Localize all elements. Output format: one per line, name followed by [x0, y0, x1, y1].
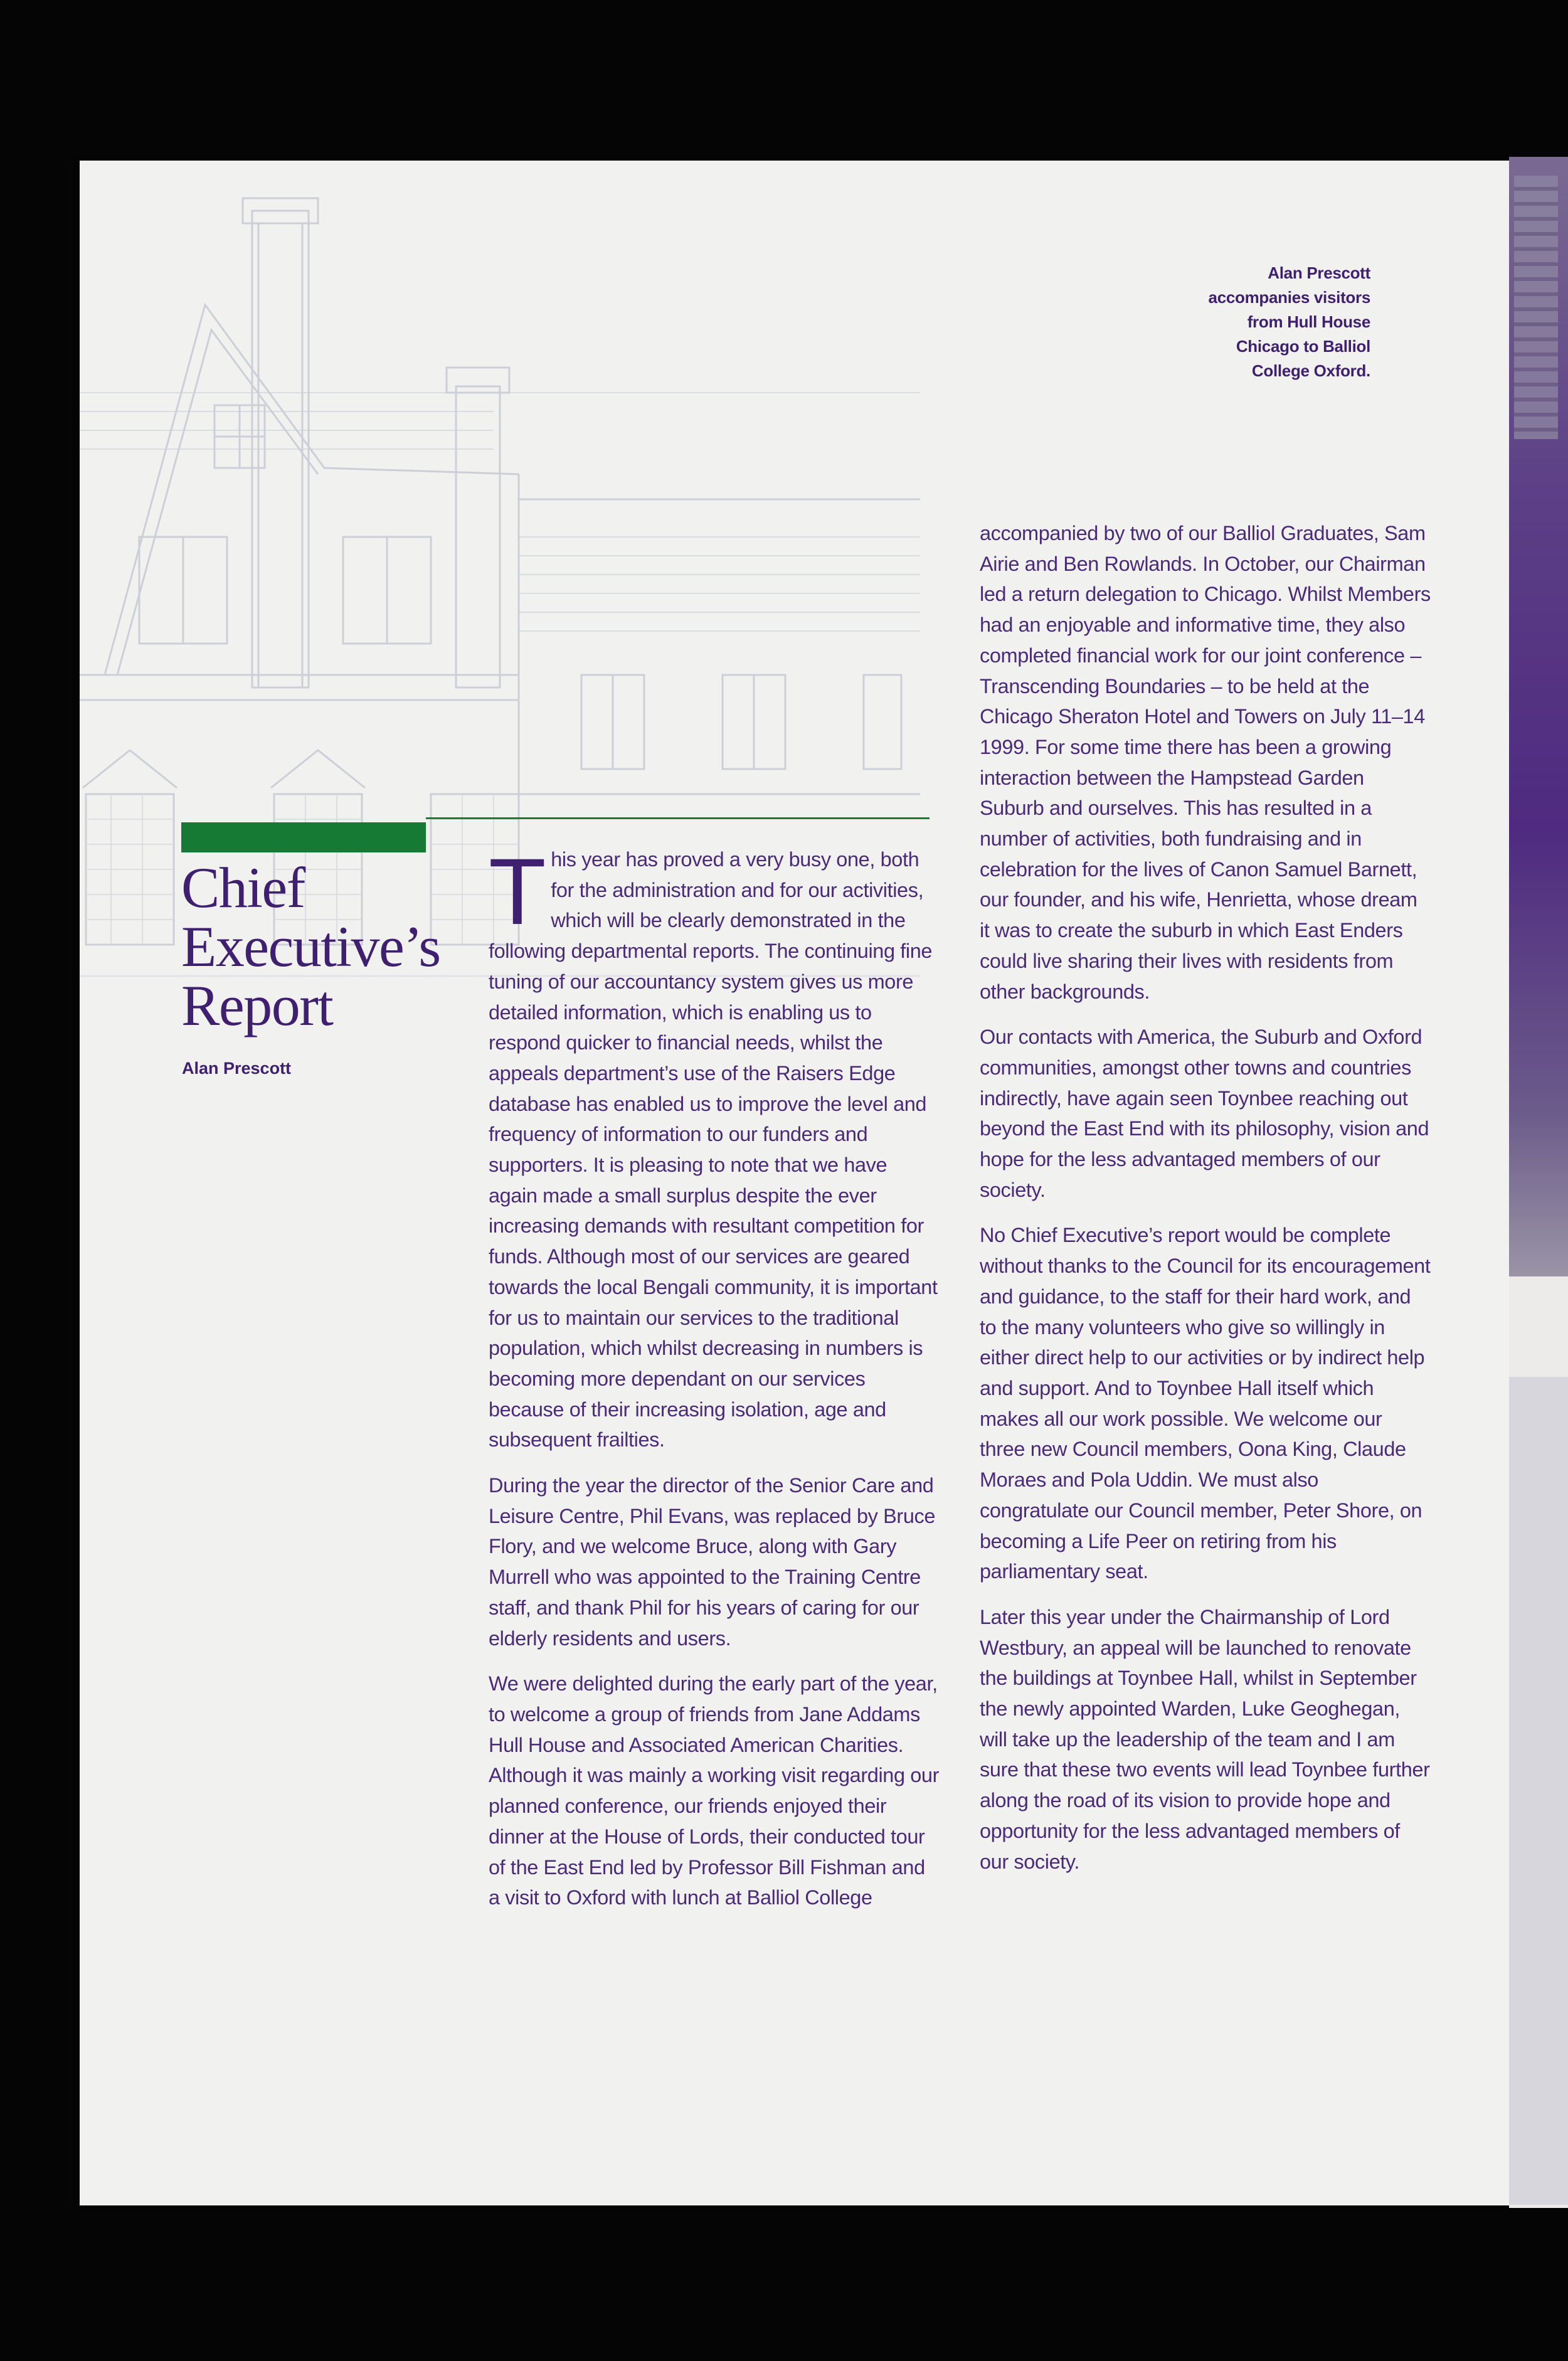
title-line: Chief — [181, 856, 305, 920]
photo-caption — [1145, 261, 1370, 383]
facing-page-panel — [1509, 1377, 1568, 2205]
author-byline: Alan Prescott — [182, 1059, 292, 1078]
drop-cap: T — [489, 839, 546, 944]
section-color-bar — [181, 822, 426, 852]
paragraph-text: his year has proved a very busy one, both for the administration and for our activities, which will be clearly demonstrated in the following departmental reports. The continuing fine tuning of our accountancy system gives us more detailed information, which is enabling us to respond quicker to financial needs, whilst the appeals department’s use of the Raisers Edge database has enabled us to improve the level and frequency of information to our funders and supporters. It is pleasing to note that we have again made a small surplus despite the ever increasing demands with resultant competition for funds. Although most of our services are geared towards the local Bengali community, it is important for us to maintain our services to the traditional population, which whilst decreasing in numbers is becoming more dependant on our services because of their increasing isolation, age and subsequent frailties. — [489, 848, 938, 1451]
paragraph: Later this year under the Chairmanship of Lord Westbury, an appeal will be launched to renovate the buildings at Toynbee Hall, whilst in September the newly appointed Warden, Luke Geoghegan, will take up the leadership of the team and I am sure that these two events will lead Toynbee further along the road of its vision to provide hope and opportunity for the less advantaged members of our society. — [980, 1605, 1430, 1873]
paragraph: During the year the director of the Senior Care and Leisure Centre, Phil Evans, was replaced by Bruce Flory, and we welcome Bruce, along with Gary Murrell who was appointed to the Training Centre staff, and thank Phil for his years of caring for our elderly residents and users. — [489, 1474, 936, 1650]
paragraph: No Chief Executive’s report would be complete without thanks to the Council for its encouragement and guidance, to the staff for their hard work, and to the many volunteers who give so willingly in either direct help to our activities or by indirect help and support. And to Toynbee Hall itself which makes all our work possible. We welcome our three new Council members, Oona King, Claude Moraes and Pola Uddin. We must also congratulate our Council member, Peter Shore, on becoming a Life Peer on retiring from his parliamentary seat. — [980, 1224, 1431, 1583]
tower-photo-detail — [1514, 176, 1558, 439]
facing-page-edge — [1509, 157, 1568, 2208]
report-page — [80, 161, 1512, 2205]
section-divider-rule — [426, 817, 930, 819]
caption-line: accompanies visitors — [1208, 288, 1370, 307]
paragraph: Our contacts with America, the Suburb and Oxford communities, amongst other towns and countries indirectly, have again seen Toynbee reaching out beyond the East End with its philosophy, vision and hope for the less advantaged members of our society. — [980, 1026, 1429, 1201]
title-line: Executive’s — [181, 915, 440, 979]
paragraph: We were delighted during the early part of the year, to welcome a group of friends from Jane Addams Hull House and Associated American Charities. Although it was mainly a working visit regarding our planned conference, our friends enjoyed their dinner at the House of Lords, their conducted tour of the East End led by Professor Bill Fishman and a visit to Oxford with lunch at Balliol College — [489, 1672, 940, 1909]
caption-line: from Hull House — [1247, 312, 1370, 331]
caption-line: College Oxford. — [1251, 361, 1370, 380]
facing-page-photo — [1509, 157, 1568, 1276]
caption-line: Alan Prescott — [1268, 263, 1370, 282]
caption-line: Chicago to Balliol — [1236, 337, 1370, 356]
paragraph: accompanied by two of our Balliol Graduates, Sam Airie and Ben Rowlands. In October, our Chairman led a return delegation to Chicago. Whilst Members had an enjoyable and informative time, they also completed financial work for our joint conference – Transcending Boundaries – to be held at the Chicago Sheraton Hotel and Towers on July 11–14 1999. For some time there has been a growing interaction between the Hampstead Garden Suburb and ourselves. This has resulted in a number of activities, both fundraising and in celebration for the lives of Canon Samuel Barnett, our founder, and his wife, Henrietta, whose dream it was to create the suburb in which East Enders could live sharing their lives with residents from other backgrounds. — [980, 522, 1431, 1003]
text-column-left — [489, 839, 940, 1928]
page-title — [181, 858, 464, 1035]
paragraph — [489, 839, 940, 1455]
title-line: Report — [181, 974, 333, 1037]
text-column-right — [980, 518, 1431, 1892]
